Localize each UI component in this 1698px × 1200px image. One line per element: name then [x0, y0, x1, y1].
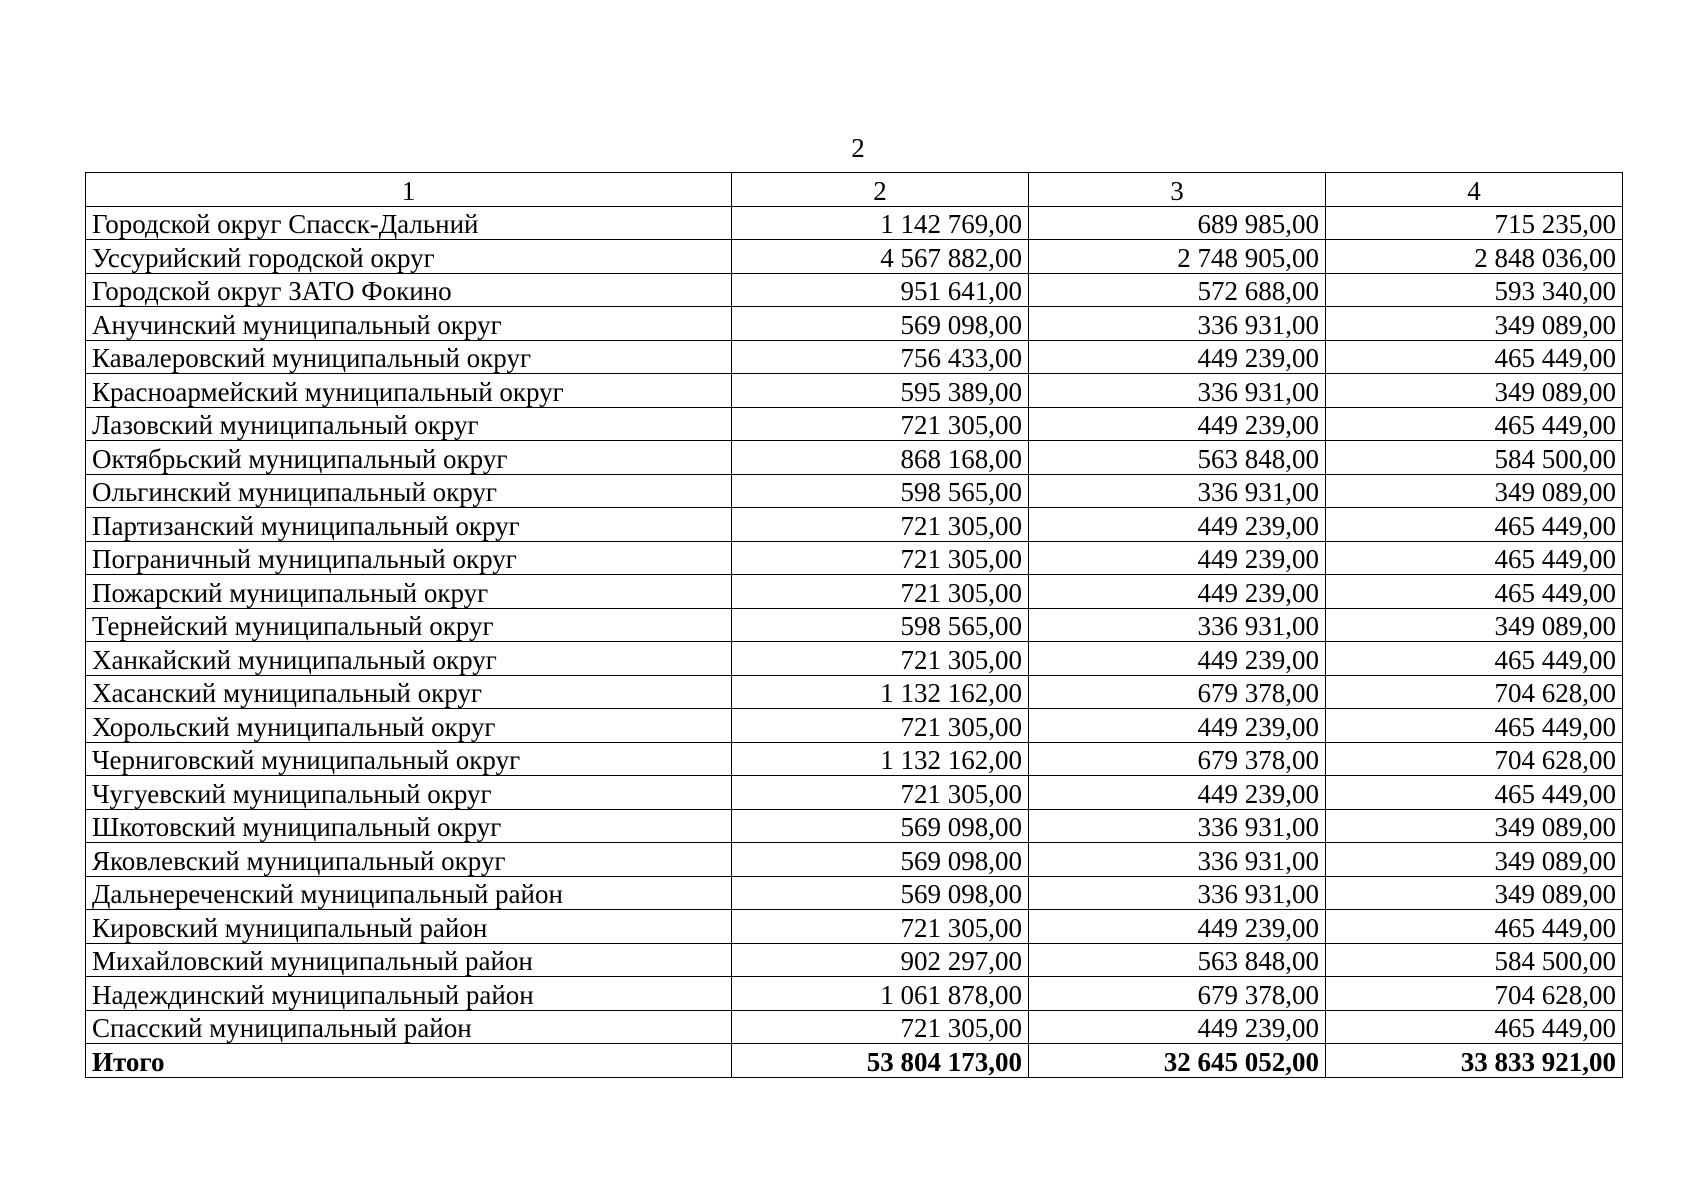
column-3-value-cell: 679 378,00: [1029, 675, 1326, 709]
column-3-value-cell: 336 931,00: [1029, 809, 1326, 843]
column-4-value-cell: 465 449,00: [1326, 910, 1623, 944]
column-3-value-cell: 449 239,00: [1029, 642, 1326, 676]
column-2-value-cell: 902 297,00: [732, 943, 1029, 977]
column-4-value-cell: 593 340,00: [1326, 273, 1623, 307]
territory-name-cell: Тернейский муниципальный округ: [86, 608, 732, 642]
column-2-value-cell: 53 804 173,00: [732, 1044, 1029, 1078]
column-4-value-cell: 349 089,00: [1326, 843, 1623, 877]
territory-name-cell: Октябрьский муниципальный округ: [86, 441, 732, 475]
column-4-value-cell: 2 848 036,00: [1326, 240, 1623, 274]
territory-name-cell: Хорольский муниципальный округ: [86, 709, 732, 743]
table-row: [86, 240, 1623, 274]
column-3-value-cell: 679 378,00: [1029, 742, 1326, 776]
table-row: [86, 843, 1623, 877]
territory-name-cell: Надеждинский муниципальный район: [86, 977, 732, 1011]
column-2-value-cell: 721 305,00: [732, 642, 1029, 676]
column-2-value-cell: 4 567 882,00: [732, 240, 1029, 274]
column-4-value-cell: 465 449,00: [1326, 776, 1623, 810]
table-row: [86, 474, 1623, 508]
column-2-value-cell: 598 565,00: [732, 608, 1029, 642]
table-row: [86, 575, 1623, 609]
column-3-value-cell: 449 239,00: [1029, 340, 1326, 374]
table-row: [86, 742, 1623, 776]
territory-name-cell: Чугуевский муниципальный округ: [86, 776, 732, 810]
column-4-value-cell: 465 449,00: [1326, 642, 1623, 676]
territory-name-cell: Итого: [86, 1044, 732, 1078]
column-3-value-cell: 572 688,00: [1029, 273, 1326, 307]
column-2-value-cell: 595 389,00: [732, 374, 1029, 408]
column-2-value-cell: 569 098,00: [732, 876, 1029, 910]
column-4-value-cell: 465 449,00: [1326, 575, 1623, 609]
column-2-value-cell: 598 565,00: [732, 474, 1029, 508]
allocation-table: [85, 172, 1623, 1078]
column-3-value-cell: 563 848,00: [1029, 441, 1326, 475]
table-row: [86, 374, 1623, 408]
column-4-value-cell: 349 089,00: [1326, 474, 1623, 508]
column-4-value-cell: 465 449,00: [1326, 1010, 1623, 1044]
table-row: [86, 943, 1623, 977]
table-body: [86, 173, 1623, 1078]
column-4-value-cell: 349 089,00: [1326, 307, 1623, 341]
territory-name-cell: Яковлевский муниципальный округ: [86, 843, 732, 877]
territory-name-cell: Ханкайский муниципальный округ: [86, 642, 732, 676]
territory-name-cell: Городской округ Спасск-Дальний: [86, 206, 732, 240]
table-row: [86, 1010, 1623, 1044]
column-2-value-cell: 721 305,00: [732, 407, 1029, 441]
column-4-value-cell: 715 235,00: [1326, 206, 1623, 240]
column-number-4: 4: [1326, 173, 1623, 207]
column-4-value-cell: 349 089,00: [1326, 608, 1623, 642]
table-row: [86, 541, 1623, 575]
column-4-value-cell: 465 449,00: [1326, 541, 1623, 575]
territory-name-cell: Партизанский муниципальный округ: [86, 508, 732, 542]
page-number: 2: [851, 133, 865, 163]
column-number-2: 2: [732, 173, 1029, 207]
column-3-value-cell: 449 239,00: [1029, 575, 1326, 609]
territory-name-cell: Красноармейский муниципальный округ: [86, 374, 732, 408]
territory-name-cell: Кировский муниципальный район: [86, 910, 732, 944]
column-3-value-cell: 336 931,00: [1029, 374, 1326, 408]
table-row: [86, 809, 1623, 843]
column-3-value-cell: 336 931,00: [1029, 307, 1326, 341]
column-2-value-cell: 756 433,00: [732, 340, 1029, 374]
column-4-value-cell: 584 500,00: [1326, 943, 1623, 977]
table-row: [86, 709, 1623, 743]
column-2-value-cell: 1 061 878,00: [732, 977, 1029, 1011]
column-3-value-cell: 449 239,00: [1029, 910, 1326, 944]
column-2-value-cell: 1 132 162,00: [732, 675, 1029, 709]
column-2-value-cell: 569 098,00: [732, 843, 1029, 877]
territory-name-cell: Дальнереченский муниципальный район: [86, 876, 732, 910]
column-3-value-cell: 449 239,00: [1029, 709, 1326, 743]
column-2-value-cell: 721 305,00: [732, 575, 1029, 609]
column-3-value-cell: 679 378,00: [1029, 977, 1326, 1011]
column-4-value-cell: 465 449,00: [1326, 508, 1623, 542]
column-4-value-cell: 465 449,00: [1326, 407, 1623, 441]
column-3-value-cell: 32 645 052,00: [1029, 1044, 1326, 1078]
table-row: [86, 910, 1623, 944]
territory-name-cell: Кавалеровский муниципальный округ: [86, 340, 732, 374]
column-2-value-cell: 569 098,00: [732, 809, 1029, 843]
territory-name-cell: Ольгинский муниципальный округ: [86, 474, 732, 508]
column-4-value-cell: 465 449,00: [1326, 709, 1623, 743]
territory-name-cell: Городской округ ЗАТО Фокино: [86, 273, 732, 307]
table-row: [86, 977, 1623, 1011]
table-row: [86, 876, 1623, 910]
column-2-value-cell: 868 168,00: [732, 441, 1029, 475]
table-row: [86, 273, 1623, 307]
column-3-value-cell: 689 985,00: [1029, 206, 1326, 240]
column-4-value-cell: 704 628,00: [1326, 742, 1623, 776]
territory-name-cell: Уссурийский городской округ: [86, 240, 732, 274]
column-2-value-cell: 569 098,00: [732, 307, 1029, 341]
total-row: [86, 1044, 1623, 1078]
territory-name-cell: Михайловский муниципальный район: [86, 943, 732, 977]
column-3-value-cell: 449 239,00: [1029, 776, 1326, 810]
column-number-row: [86, 173, 1623, 207]
territory-name-cell: Анучинский муниципальный округ: [86, 307, 732, 341]
column-2-value-cell: 951 641,00: [732, 273, 1029, 307]
column-4-value-cell: 349 089,00: [1326, 876, 1623, 910]
territory-name-cell: Пожарский муниципальный округ: [86, 575, 732, 609]
column-3-value-cell: 336 931,00: [1029, 843, 1326, 877]
column-3-value-cell: 449 239,00: [1029, 541, 1326, 575]
table-row: [86, 441, 1623, 475]
table-row: [86, 508, 1623, 542]
column-2-value-cell: 721 305,00: [732, 776, 1029, 810]
column-4-value-cell: 584 500,00: [1326, 441, 1623, 475]
table-row: [86, 307, 1623, 341]
column-number-3: 3: [1029, 173, 1326, 207]
table-row: [86, 642, 1623, 676]
column-3-value-cell: 2 748 905,00: [1029, 240, 1326, 274]
column-4-value-cell: 704 628,00: [1326, 675, 1623, 709]
column-4-value-cell: 704 628,00: [1326, 977, 1623, 1011]
column-2-value-cell: 721 305,00: [732, 910, 1029, 944]
territory-name-cell: Хасанский муниципальный округ: [86, 675, 732, 709]
territory-name-cell: Шкотовский муниципальный округ: [86, 809, 732, 843]
column-3-value-cell: 449 239,00: [1029, 407, 1326, 441]
column-2-value-cell: 721 305,00: [732, 508, 1029, 542]
territory-name-cell: Черниговский муниципальный округ: [86, 742, 732, 776]
column-number-1: 1: [86, 173, 732, 207]
column-3-value-cell: 336 931,00: [1029, 876, 1326, 910]
column-3-value-cell: 449 239,00: [1029, 1010, 1326, 1044]
column-2-value-cell: 721 305,00: [732, 1010, 1029, 1044]
column-2-value-cell: 1 142 769,00: [732, 206, 1029, 240]
column-3-value-cell: 336 931,00: [1029, 608, 1326, 642]
column-4-value-cell: 465 449,00: [1326, 340, 1623, 374]
column-2-value-cell: 721 305,00: [732, 541, 1029, 575]
table-row: [86, 340, 1623, 374]
table-row: [86, 206, 1623, 240]
column-2-value-cell: 1 132 162,00: [732, 742, 1029, 776]
column-2-value-cell: 721 305,00: [732, 709, 1029, 743]
column-4-value-cell: 349 089,00: [1326, 809, 1623, 843]
table-row: [86, 776, 1623, 810]
territory-name-cell: Спасский муниципальный район: [86, 1010, 732, 1044]
column-3-value-cell: 563 848,00: [1029, 943, 1326, 977]
column-3-value-cell: 449 239,00: [1029, 508, 1326, 542]
territory-name-cell: Лазовский муниципальный округ: [86, 407, 732, 441]
table-row: [86, 407, 1623, 441]
territory-name-cell: Пограничный муниципальный округ: [86, 541, 732, 575]
table-row: [86, 608, 1623, 642]
column-4-value-cell: 33 833 921,00: [1326, 1044, 1623, 1078]
table-row: [86, 675, 1623, 709]
column-3-value-cell: 336 931,00: [1029, 474, 1326, 508]
column-4-value-cell: 349 089,00: [1326, 374, 1623, 408]
